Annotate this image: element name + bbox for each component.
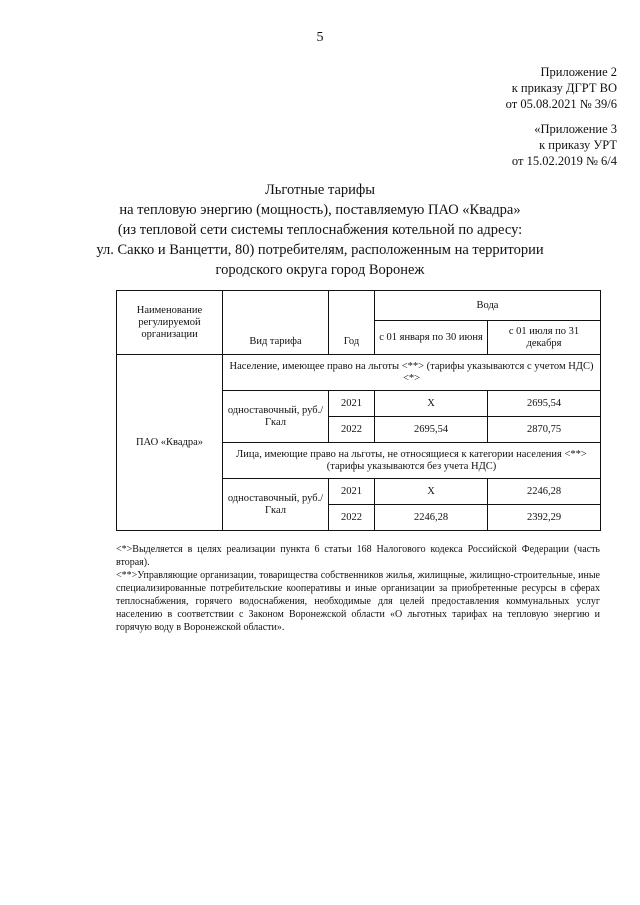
value-cell: 2695,54 — [375, 417, 488, 443]
appendix-3-line-2: к приказу УРТ — [539, 138, 617, 152]
section-1-label: Население, имеющее право на льготы <**> (тарифы указываются с учетом НДС) <*> — [223, 355, 601, 391]
appendix-2-line-1: Приложение 2 — [540, 65, 617, 79]
appendix-3-header — [512, 121, 617, 169]
title-line-1: Льготные тарифы — [264, 182, 376, 198]
appendix-3-line-3: от 15.02.2019 № 6/4 — [511, 154, 617, 168]
section-1-tariff-type: одноставочный, руб./Гкал — [223, 391, 329, 443]
title-line-4: ул. Сакко и Ванцетти, 80) потребителям, расположенным на территории — [96, 242, 544, 258]
header-water: Вода — [375, 291, 601, 321]
appendix-2-line-2: к приказу ДГРТ ВО — [511, 81, 617, 95]
year-cell: 2022 — [329, 505, 375, 531]
value-cell: 2392,29 — [488, 505, 601, 531]
value-cell: 2870,75 — [488, 417, 601, 443]
header-period-2: с 01 июля по 31 декабря — [488, 321, 601, 355]
value-cell: Х — [375, 391, 488, 417]
year-cell: 2021 — [329, 391, 375, 417]
value-cell: Х — [375, 479, 488, 505]
page-number: 5 — [316, 30, 324, 45]
title-line-2: на тепловую энергию (мощность), поставляемую ПАО «Квадра» — [119, 202, 521, 218]
tariff-table — [116, 290, 601, 531]
value-cell: 2695,54 — [488, 391, 601, 417]
footnote-1: <*>Выделяется в целях реализации пункта 6 статьи 168 Налогового кодекса Российской Федерации (часть вторая). — [116, 544, 600, 568]
appendix-3-line-1: «Приложение 3 — [534, 122, 617, 136]
header-org: Наименование регулируемой организации — [117, 291, 223, 355]
section-1-row — [117, 355, 601, 391]
footnotes — [116, 543, 600, 634]
year-cell: 2022 — [329, 417, 375, 443]
org-name: ПАО «Квадра» — [117, 355, 223, 531]
table-header-row — [117, 291, 601, 321]
header-year: Год — [329, 291, 375, 355]
appendix-2-header — [506, 64, 617, 112]
value-cell: 2246,28 — [488, 479, 601, 505]
appendix-2-line-3: от 05.08.2021 № 39/6 — [505, 97, 617, 111]
header-period-1: с 01 января по 30 июня — [375, 321, 488, 355]
year-cell: 2021 — [329, 479, 375, 505]
footnote-2: <**>Управляющие организации, товарищества собственников жилья, жилищные, жилищно-строительные, иные специализированные потребительские кооперативы и иные организации за приобретенные ресурсы в сферах теплоснабжения, горячего водоснабжения, необходимые для целей предоставления коммунальных услуг населению в соответствии с Законом Воронежской области «О льготных тарифах на тепловую энергию и горячую воду в Воронежской области». — [116, 570, 600, 633]
document-title — [40, 180, 600, 280]
section-2-tariff-type: одноставочный, руб./Гкал — [223, 479, 329, 531]
header-tariff-type: Вид тарифа — [223, 291, 329, 355]
value-cell: 2246,28 — [375, 505, 488, 531]
section-2-label: Лица, имеющие право на льготы, не относящиеся к категории населения <**> (тарифы указываются без учета НДС) — [223, 443, 601, 479]
title-line-3: (из тепловой сети системы теплоснабжения котельной по адресу: — [117, 222, 523, 238]
title-line-5: городского округа город Воронеж — [215, 262, 425, 278]
